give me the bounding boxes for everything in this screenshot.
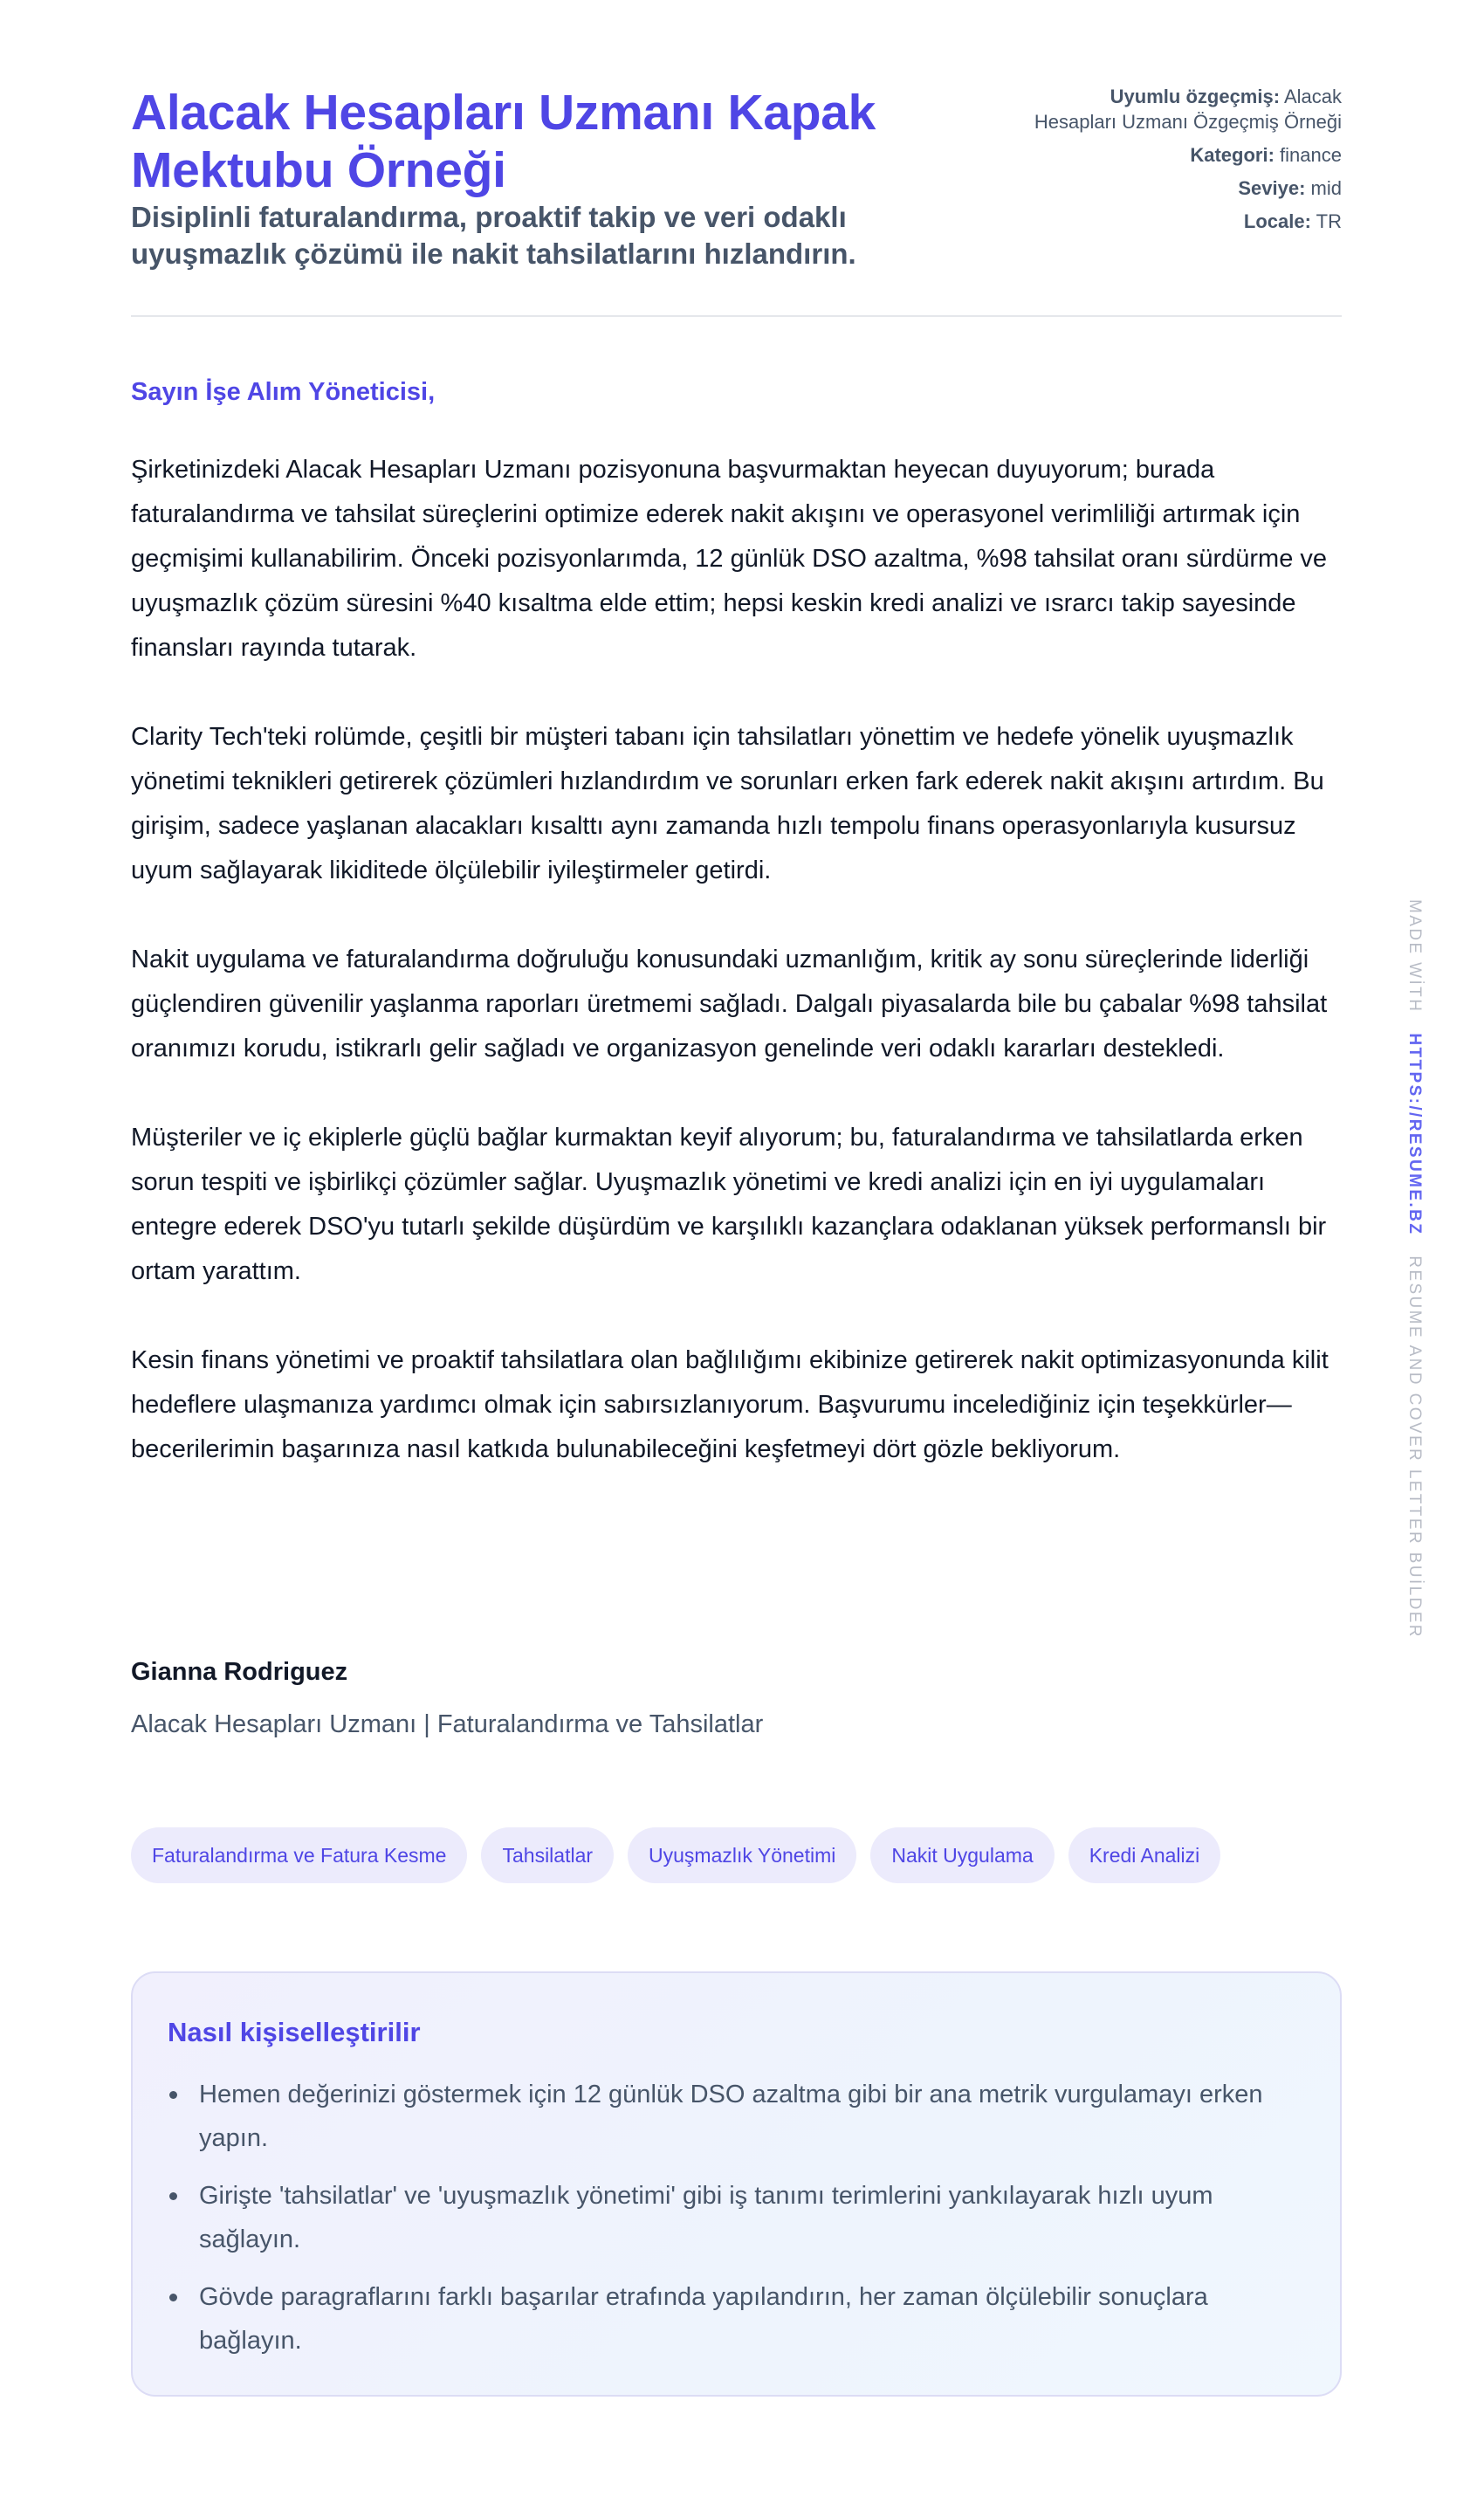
side-banner-suffix: RESUME AND COVER LETTER BUİLDER: [1405, 1255, 1424, 1639]
skill-tag[interactable]: Nakit Uygulama: [870, 1827, 1054, 1883]
meta-level-label: Seviye:: [1238, 177, 1306, 199]
meta-category: [1027, 142, 1342, 168]
page-subtitle: Disiplinli faturalandırma, proaktif takip ve veri odaklı uyuşmazlık çözümü ile nakit tahsilatlarını hızlandırın.: [131, 201, 856, 270]
letter-paragraph: Şirketinizdeki Alacak Hesapları Uzmanı pozisyonuna başvurmaktan heyecan duyuyorum; burada faturalandırma ve tahsilat süreçlerini optimize ederek nakit akışını ve operasyonel verimliliği artırmak için geçmişimi kullanabilirim. Önceki pozisyonlarımda, 12 günlük DSO azaltma, %98 tahsilat oranı sürdürme ve uyuşmazlık çözüm süresini %40 kısaltma elde ettim; hepsi keskin kredi analizi ve ısrarcı takip sayesinde finansları rayında tutarak.: [131, 456, 1328, 662]
signature-name: Gianna Rodriguez: [131, 1658, 348, 1686]
meta-locale: [1027, 209, 1342, 234]
letter-paragraph: Nakit uygulama ve faturalandırma doğruluğu konusundaki uzmanlığım, kritik ay sonu süreçlerinde liderliği güçlendiren güvenilir yaşlanma raporları üretmemi sağladı. Dalgalı piyasalarda bile bu çabalar %98 tahsilat oranımızı korudu, istikrarlı gelir sağladı ve organizasyon genelinde veri odaklı kararları destekledi.: [131, 946, 1328, 1063]
page-title: Alacak Hesapları Uzmanı Kapak Mektubu Örneği: [131, 85, 876, 198]
letter-paragraph: Müşteriler ve iç ekiplerle güçlü bağlar kurmaktan keyif alıyorum; bu, faturalandırma ve tahsilatlarda erken sorun tespiti ve işbirlikçi çözümler sağlar. Uyuşmazlık yönetimi ve kredi analizi için en iyi uygulamaları entegre ederek DSO'yu tutarlı şekilde düşürdüm ve karşılıklı kazançlara odaklanan yüksek performanslı bir ortam yarattım.: [131, 1124, 1327, 1285]
meta-category-label: Kategori:: [1190, 144, 1274, 166]
header-divider: [131, 315, 1342, 317]
side-banner-prefix: MADE WİTH: [1405, 899, 1424, 1014]
tip-item: [168, 2073, 1305, 2160]
skill-tags: [131, 1827, 1220, 1883]
tip-item: [168, 2275, 1305, 2363]
meta-category-value: finance: [1280, 144, 1342, 166]
tip-text: Girişte 'tahsilatlar' ve 'uyuşmazlık yönetimi' gibi iş tanımı terimlerini yankılayarak hızlı uyum sağlayın.: [199, 2182, 1213, 2253]
skill-tag[interactable]: Tahsilatlar: [481, 1827, 614, 1883]
tip-text: Gövde paragraflarını farklı başarılar etrafında yapılandırın, her zaman ölçülebilir sonuçlara bağlayın.: [199, 2283, 1208, 2355]
tips-list: [168, 2073, 1305, 2363]
meta-resume: [1027, 84, 1342, 134]
signature-role: Alacak Hesapları Uzmanı | Faturalandırma ve Tahsilatlar: [131, 1710, 764, 1738]
meta-locale-label: Locale:: [1243, 210, 1311, 232]
bullet-icon: [169, 2091, 177, 2099]
meta-level: [1027, 175, 1342, 201]
tip-text: Hemen değerinizi göstermek için 12 günlük DSO azaltma gibi bir ana metrik vurgulamayı erken yapın.: [199, 2081, 1263, 2152]
meta-resume-label: Uyumlu özgeçmiş:: [1110, 86, 1281, 107]
meta-locale-value: TR: [1316, 210, 1342, 232]
bullet-icon: [169, 2192, 177, 2200]
meta-resume-value[interactable]: Alacak Hesapları Uzmanı Özgeçmiş Örneği: [1034, 86, 1342, 133]
tips-title: Nasıl kişiselleştirilir: [168, 2017, 421, 2047]
salutation: Sayın İşe Alım Yöneticisi,: [131, 378, 436, 406]
skill-tag[interactable]: Faturalandırma ve Fatura Kesme: [131, 1827, 467, 1883]
side-banner-text: [1401, 899, 1427, 1639]
meta-panel: [1027, 84, 1342, 242]
letter-body: [131, 448, 1344, 1517]
letter-paragraph: Clarity Tech'teki rolümde, çeşitli bir müşteri tabanı için tahsilatları yönettim ve hedefe yönelik uyuşmazlık yönetimi teknikleri getirerek çözümleri hızlandırdım ve sorunları erken fark ederek nakit akışını artırdım. Bu girişim, sadece yaşlanan alacakları kısalttı aynı zamanda hızlı tempolu finans operasyonlarıyla kusursuz uyum sağlayarak likiditede ölçülebilir iyileştirmeler getirdi.: [131, 723, 1324, 884]
side-banner: [1401, 899, 1427, 1639]
skill-tag[interactable]: Kredi Analizi: [1068, 1827, 1221, 1883]
skill-tag[interactable]: Uyuşmazlık Yönetimi: [628, 1827, 856, 1883]
tip-item: [168, 2174, 1305, 2261]
customization-tips: [131, 1971, 1342, 2397]
side-banner-link[interactable]: HTTPS://RESUME.BZ: [1405, 1033, 1424, 1236]
meta-level-value: mid: [1310, 177, 1342, 199]
signature-block: [131, 1654, 763, 1742]
bullet-icon: [169, 2294, 177, 2301]
letter-paragraph: Kesin finans yönetimi ve proaktif tahsilatlara olan bağlılığımı ekibinize getirerek nakit optimizasyonunda kilit hedeflere ulaşmanıza yardımcı olmak için sabırsızlanıyorum. Başvurumu incelediğiniz için teşekkürler—becerilerimin başarınıza nasıl katkıda bulunabileceğini keşfetmeyi dört gözle bekliyorum.: [131, 1346, 1329, 1463]
